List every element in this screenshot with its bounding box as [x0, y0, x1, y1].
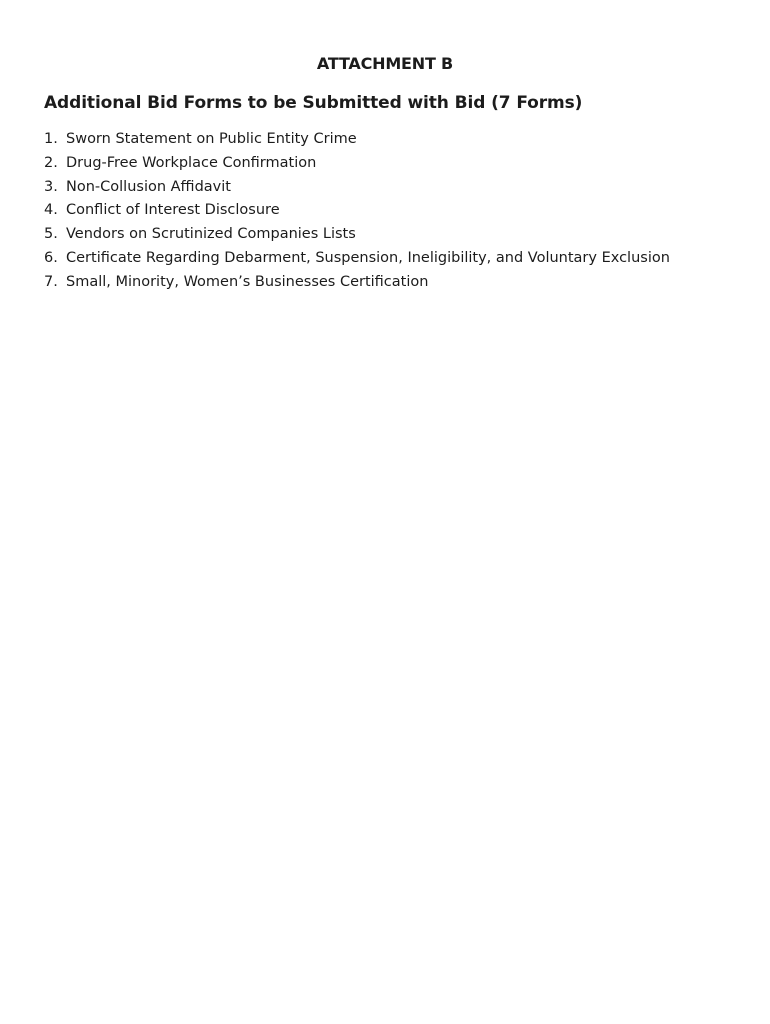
list-item-number: 2.	[44, 154, 58, 171]
list-item	[44, 247, 670, 271]
list-item-number: 5.	[44, 226, 58, 243]
list-item-number: 7.	[44, 273, 58, 290]
list-item	[44, 128, 670, 152]
list-item	[44, 176, 670, 200]
list-item	[44, 271, 670, 295]
list-item	[44, 223, 670, 247]
list-item-title: Sworn Statement on Public Entity Crime	[66, 131, 357, 147]
list-item-title: Certificate Regarding Debarment, Suspension, Ineligibility, and Voluntary Exclusion	[66, 249, 670, 266]
attachment-title: ATTACHMENT B	[316, 54, 454, 73]
list-item-title: Drug-Free Workplace Confirmation	[66, 154, 317, 171]
section-heading: Additional Bid Forms to be Submitted with Bid (7 Forms)	[44, 93, 583, 113]
list-item	[44, 199, 670, 223]
bid-forms-list	[44, 128, 670, 295]
list-item-number: 3.	[44, 178, 58, 195]
list-item	[44, 152, 670, 176]
list-item-number: 4.	[44, 202, 58, 219]
list-item-title: Vendors on Scrutinized Companies Lists	[66, 226, 356, 243]
list-item-number: 6.	[44, 249, 58, 266]
list-item-title: Small, Minority, Women’s Businesses Certification	[66, 273, 429, 290]
list-item-number: 1.	[44, 131, 58, 147]
list-item-title: Conflict of Interest Disclosure	[66, 202, 280, 219]
list-item-title: Non-Collusion Affidavit	[66, 178, 231, 195]
